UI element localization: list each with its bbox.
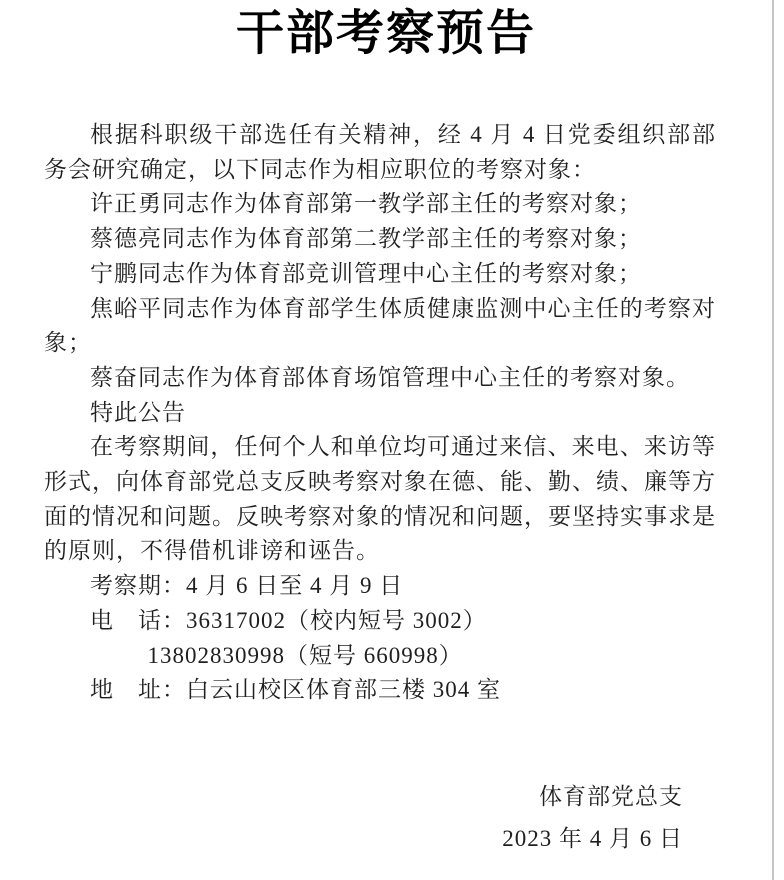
paragraph-candidate-4: 焦峪平同志作为体育部学生体质健康监测中心主任的考察对象； xyxy=(44,295,716,356)
paragraph-candidate-5: 蔡奋同志作为体育部体育场馆管理中心主任的考察对象。 xyxy=(90,364,690,390)
paragraph-candidate-1: 许正勇同志作为体育部第一教学部主任的考察对象； xyxy=(90,191,642,217)
signature-block xyxy=(502,776,683,860)
page-title: 干部考察预告 xyxy=(235,7,536,60)
document-body xyxy=(44,118,716,708)
phone-line-2: 13802830998（短号 660998） xyxy=(147,642,463,668)
paragraph-candidate-3: 宁鹏同志作为体育部竞训管理中心主任的考察对象； xyxy=(90,260,642,286)
paragraph-feedback-instructions: 在考察期间，任何个人和单位均可通过来信、来电、来访等形式，向体育部党总支反映考察对象在德、能、勤、绩、廉等方面的情况和问题。反映考察对象的情况和问题，要坚持实事求是的原则，不得借机诽谤和诬告。 xyxy=(44,434,716,564)
paragraph-hereby-announce: 特此公告 xyxy=(90,399,186,425)
signature-org: 体育部党总支 xyxy=(539,784,683,809)
paragraph-intro: 根据科职级干部选任有关精神，经 4 月 4 日党委组织部部务会研究确定，以下同志作为相应职位的考察对象： xyxy=(44,122,716,182)
signature-date: 2023 年 4 月 6 日 xyxy=(502,826,683,851)
address-line: 地 址：白云山校区体育部三楼 304 室 xyxy=(90,677,501,703)
inspection-period-line: 考察期：4 月 6 日至 4 月 9 日 xyxy=(90,573,404,599)
page-right-edge-line xyxy=(772,0,774,880)
paragraph-candidate-2: 蔡德亮同志作为体育部第二教学部主任的考察对象； xyxy=(90,226,642,252)
phone-line-1: 电 话：36317002（校内短号 3002） xyxy=(90,607,487,633)
